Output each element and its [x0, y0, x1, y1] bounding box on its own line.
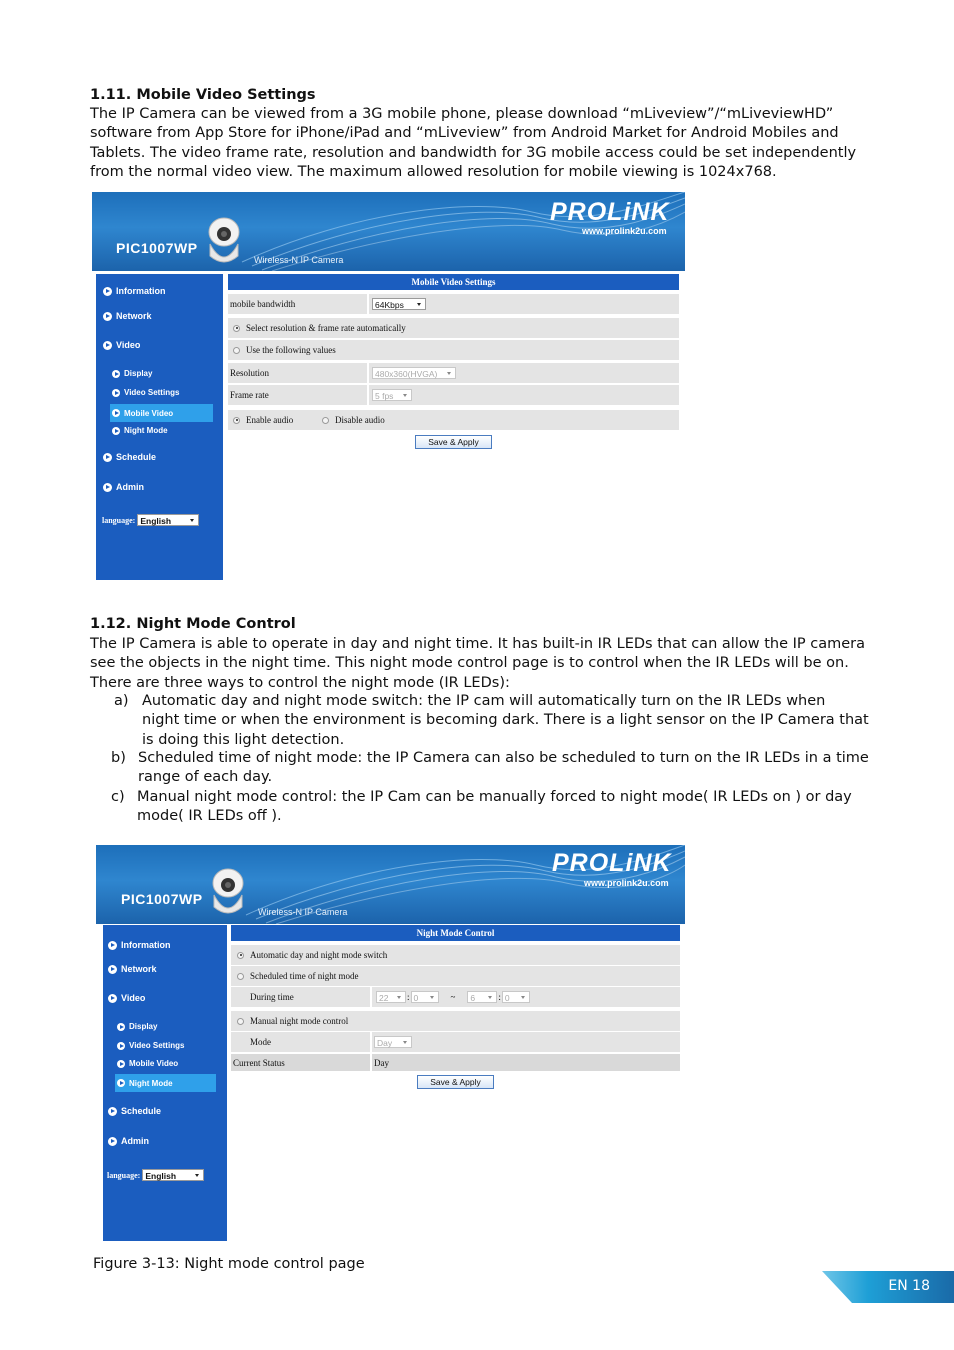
- list-item: [111, 788, 871, 827]
- row-mobile-bandwidth: [228, 294, 679, 314]
- nav-label: Mobile Video: [129, 1059, 179, 1068]
- nav-item-information[interactable]: [108, 940, 171, 950]
- paragraph-line: There are three ways to control the night mode (IR LEDs):: [90, 674, 510, 691]
- option-label: Scheduled time of night mode: [250, 971, 359, 981]
- time-separator: :: [407, 992, 410, 1002]
- nav-label: Night Mode: [124, 426, 168, 435]
- mode-select[interactable]: Day: [374, 1036, 412, 1048]
- arrow-circle-icon: [108, 941, 117, 950]
- list-line: is doing this light detection.: [142, 731, 345, 748]
- option-label: Select resolution & frame rate automatically: [246, 323, 406, 333]
- arrow-circle-icon: [103, 483, 112, 492]
- list-marker: c): [111, 789, 125, 805]
- bandwidth-select[interactable]: 64Kbps: [372, 298, 426, 310]
- nav-label: Video Settings: [129, 1041, 185, 1050]
- nav-item-night-mode[interactable]: [112, 426, 168, 435]
- list-line: night time or when the environment is becoming dark. There is a light sensor on the IP Camera that: [142, 712, 869, 729]
- figure-caption: Figure 3-13: Night mode control page: [93, 1256, 365, 1272]
- paragraph-line: software from App Store for iPhone/iPad and “mLiveview” from Android Market for Android Mobiles and: [90, 125, 839, 142]
- nav-label: Video Settings: [124, 388, 180, 397]
- nav-label: Network: [121, 964, 157, 974]
- row-manual-control: [231, 1011, 680, 1031]
- current-status-value: Day: [374, 1057, 389, 1068]
- nav-label: Mobile Video: [124, 408, 174, 418]
- start-hour-select[interactable]: 22: [376, 991, 406, 1003]
- list-line: Scheduled time of night mode: the IP Camera can also be scheduled to turn on the IR LEDs in a time: [138, 750, 869, 766]
- list-line: range of each day.: [138, 769, 273, 786]
- arrow-circle-icon: [117, 1079, 125, 1087]
- save-apply-button[interactable]: Save & Apply: [417, 1075, 494, 1089]
- time-separator: :: [498, 992, 501, 1002]
- language-selector: [102, 514, 199, 526]
- field-label: mobile bandwidth: [230, 299, 296, 309]
- brand-url: www.prolink2u.com: [584, 878, 669, 888]
- row-mode: [231, 1032, 680, 1052]
- section-heading-night-mode: 1.12. Night Mode Control: [90, 616, 296, 632]
- nav-item-admin[interactable]: [108, 1136, 149, 1146]
- row-manual-values: [228, 340, 679, 360]
- frame-rate-select[interactable]: 5 fps: [372, 389, 412, 401]
- row-audio: [228, 410, 679, 430]
- arrow-circle-icon: [103, 287, 112, 296]
- enable-audio-radio[interactable]: [233, 417, 240, 424]
- disable-audio-radio[interactable]: [322, 417, 329, 424]
- save-apply-button[interactable]: Save & Apply: [415, 435, 492, 449]
- nav-label: Admin: [116, 482, 144, 492]
- language-label: language:: [102, 515, 136, 525]
- language-select[interactable]: English: [137, 514, 199, 526]
- paragraph-line: The IP Camera is able to operate in day and night time. It has built-in IR LEDs that can allow the IP camera: [90, 636, 865, 652]
- list-marker: b): [111, 750, 126, 766]
- page-number: EN 18: [888, 1278, 930, 1294]
- nav-item-mobile-video[interactable]: [110, 404, 213, 422]
- camera-icon: [208, 867, 248, 921]
- arrow-circle-icon: [108, 1107, 117, 1116]
- nav-item-schedule[interactable]: [108, 1106, 161, 1116]
- section-heading-mobile-video: 1.11. Mobile Video Settings: [90, 87, 316, 103]
- paragraph-line: see the objects in the night time. This night mode control page is to control when the IR LEDs will be on.: [90, 655, 849, 672]
- nav-label: Schedule: [121, 1106, 162, 1116]
- nav-item-video[interactable]: [103, 340, 140, 350]
- field-label: During time: [250, 992, 294, 1002]
- nav-item-network[interactable]: [103, 311, 152, 321]
- arrow-circle-icon: [108, 965, 117, 974]
- scheduled-radio[interactable]: [237, 973, 244, 980]
- auto-switch-radio[interactable]: [237, 952, 244, 959]
- camera-banner: [92, 192, 685, 271]
- arrow-circle-icon: [103, 453, 112, 462]
- list-marker: a): [114, 693, 129, 709]
- brand-url: www.prolink2u.com: [582, 226, 667, 236]
- nav-item-display[interactable]: [112, 369, 152, 378]
- row-current-status: [231, 1054, 680, 1071]
- paragraph-line: Tablets. The video frame rate, resolution and bandwidth for 3G mobile access could be set independently: [90, 144, 857, 161]
- nav-label: Display: [124, 369, 153, 378]
- arrow-circle-icon: [108, 1137, 117, 1146]
- page-number-badge: [822, 1271, 954, 1303]
- model-name: PIC1007WP: [116, 240, 198, 256]
- field-label: Current Status: [233, 1057, 285, 1068]
- paragraph-line: from the normal video view. The maximum allowed resolution for mobile viewing is 1024x768.: [90, 164, 777, 181]
- nav-item-display[interactable]: [117, 1022, 157, 1031]
- row-frame-rate: [228, 385, 679, 405]
- product-tagline: Wireless-N IP Camera: [254, 255, 344, 265]
- nav-label: Display: [129, 1022, 158, 1031]
- nav-item-network[interactable]: [108, 964, 157, 974]
- language-label: language:: [107, 1170, 141, 1180]
- list-item: [114, 692, 874, 750]
- list-line: Automatic day and night mode switch: the IP cam will automatically turn on the IR LEDs when: [142, 693, 826, 709]
- product-tagline: Wireless-N IP Camera: [258, 907, 348, 917]
- language-selector: [107, 1169, 204, 1181]
- arrow-circle-icon: [112, 427, 120, 435]
- nav-label: Schedule: [116, 452, 157, 462]
- resolution-select[interactable]: 480x360(HVGA): [372, 367, 456, 379]
- nav-item-video[interactable]: [108, 993, 145, 1003]
- nav-item-admin[interactable]: [103, 482, 144, 492]
- language-select[interactable]: English: [142, 1169, 204, 1181]
- model-name: PIC1007WP: [121, 891, 203, 907]
- arrow-circle-icon: [108, 994, 117, 1003]
- option-label: Automatic day and night mode switch: [250, 950, 388, 960]
- nav-label: Video: [116, 340, 141, 350]
- option-label: Disable audio: [335, 415, 385, 425]
- nav-label: Admin: [121, 1136, 149, 1146]
- row-scheduled: [231, 966, 680, 986]
- auto-resolution-radio[interactable]: [233, 325, 240, 332]
- panel-title: Mobile Video Settings: [228, 274, 679, 290]
- brand-logo: PROLiNK: [550, 198, 670, 226]
- screenshot-night-mode-control: [96, 845, 685, 1241]
- nav-item-night-mode[interactable]: [115, 1074, 216, 1092]
- option-label: Use the following values: [246, 345, 336, 355]
- section-paragraph-night-mode: [90, 635, 870, 693]
- arrow-circle-icon: [117, 1023, 125, 1031]
- list-line: mode( IR LEDs off ).: [137, 808, 282, 825]
- nav-label: Video: [121, 993, 146, 1003]
- nav-item-information[interactable]: [103, 286, 166, 296]
- camera-icon: [204, 216, 244, 270]
- arrow-circle-icon: [117, 1042, 125, 1050]
- end-minute-select[interactable]: 0: [502, 991, 530, 1003]
- arrow-circle-icon: [103, 341, 112, 350]
- arrow-circle-icon: [112, 370, 120, 378]
- sidebar-nav: [96, 274, 223, 580]
- field-label: Resolution: [230, 368, 270, 378]
- start-minute-select[interactable]: 0: [411, 991, 439, 1003]
- end-hour-select[interactable]: 6: [467, 991, 497, 1003]
- field-label: Frame rate: [230, 390, 269, 400]
- arrow-circle-icon: [117, 1060, 125, 1068]
- brand-logo: PROLiNK: [552, 849, 672, 877]
- row-auto-switch: [231, 945, 680, 965]
- list-line: Manual night mode control: the IP Cam can be manually forced to night mode( IR LEDs on ) or day: [137, 789, 852, 805]
- option-label: Manual night mode control: [250, 1016, 349, 1026]
- panel-title: Night Mode Control: [231, 925, 680, 941]
- nav-label: Information: [121, 940, 171, 950]
- camera-banner: [96, 845, 685, 924]
- nav-label: Network: [116, 311, 152, 321]
- section-paragraph-mobile-video: [90, 105, 870, 183]
- list-item: [111, 749, 871, 788]
- paragraph-line: The IP Camera can be viewed from a 3G mobile phone, please download “mLiveview”/“mLiveviewHD”: [90, 106, 834, 122]
- nav-item-schedule[interactable]: [103, 452, 156, 462]
- screenshot-mobile-video-settings: [92, 192, 685, 580]
- manual-control-radio[interactable]: [237, 1018, 244, 1025]
- nav-item-video-settings[interactable]: [117, 1041, 184, 1050]
- nav-item-mobile-video[interactable]: [117, 1059, 178, 1068]
- nav-label: Night Mode: [129, 1078, 173, 1088]
- nav-label: Information: [116, 286, 166, 296]
- row-during-time: [231, 987, 680, 1007]
- row-resolution: [228, 363, 679, 383]
- row-auto-resolution: [228, 318, 679, 338]
- manual-values-radio[interactable]: [233, 347, 240, 354]
- field-label: Mode: [250, 1037, 271, 1047]
- arrow-circle-icon: [112, 409, 120, 417]
- range-separator: ~: [450, 992, 456, 1002]
- sidebar-nav: [103, 925, 227, 1241]
- nav-item-video-settings[interactable]: [112, 388, 179, 397]
- arrow-circle-icon: [103, 312, 112, 321]
- option-label: Enable audio: [246, 415, 294, 425]
- arrow-circle-icon: [112, 389, 120, 397]
